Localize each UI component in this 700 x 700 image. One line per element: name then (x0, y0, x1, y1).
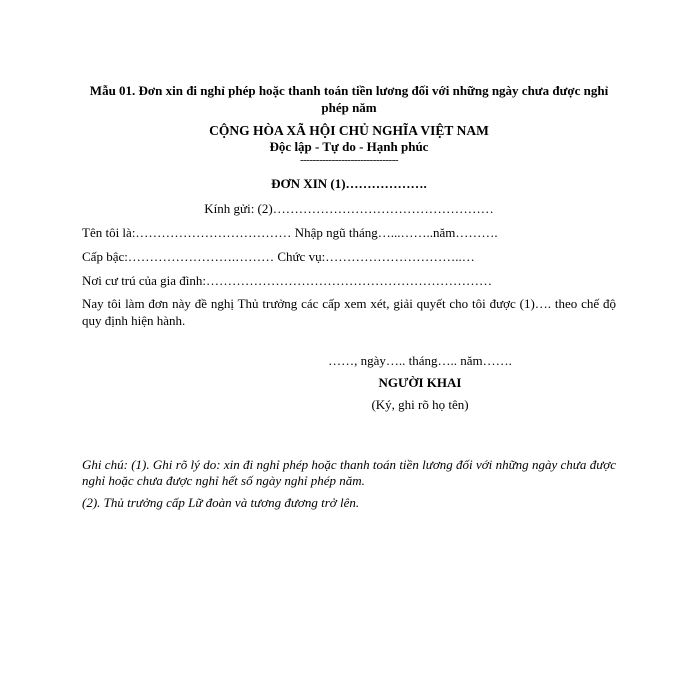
name-enlistment-line: Tên tôi là:……………………………… Nhập ngũ tháng…...……..năm………. (82, 225, 498, 240)
note-item: Ghi chú: (1). Ghi rõ lý do: xin đi nghỉ phép hoặc thanh toán tiền lương đối với những ngày chưa được nghỉ hoặc chưa được nghỉ hết số ngày nghỉ phép năm. (82, 457, 616, 488)
note-item: (2). Thủ trưởng cấp Lữ đoàn và tương đương trở lên. (82, 495, 360, 510)
separator-line: ------------------------------- (299, 154, 399, 166)
family-residence-line: Nơi cư trú của gia đình:………………………………………………………… (82, 273, 493, 288)
form-title: ĐƠN XIN (1)………………. (271, 176, 427, 191)
document-page (82, 82, 616, 510)
national-motto: Độc lập - Tự do - Hạnh phúc (269, 139, 429, 154)
document-title: Mẫu 01. Đơn xin đi nghỉ phép hoặc thanh toán tiền lương đối với những ngày chưa được nghỉ phép năm (89, 83, 609, 115)
notes-section (82, 457, 616, 517)
addressee-line: Kính gửi: (2)…………………………………………… (204, 201, 494, 216)
rank-position-line: Cấp bậc:…………………….……… Chức vụ:…………………………..… (82, 249, 475, 264)
signature-date-line: ……, ngày….. tháng….. năm……. (328, 353, 512, 368)
signer-title: NGƯỜI KHAI (378, 375, 462, 390)
national-name: CỘNG HÒA XÃ HỘI CHỦ NGHĨA VIỆT NAM (209, 123, 489, 138)
signature-hint: (Ký, ghi rõ họ tên) (371, 397, 469, 412)
request-paragraph: Nay tôi làm đơn này đề nghị Thủ trưởng các cấp xem xét, giải quyết cho tôi được (1)…. theo chế độ quy định hiện hành. (82, 296, 616, 328)
